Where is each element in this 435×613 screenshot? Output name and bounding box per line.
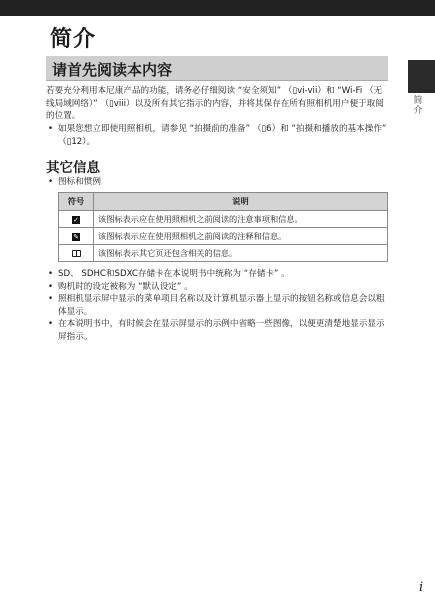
book-icon <box>72 250 81 257</box>
table-cell-icon <box>59 211 94 228</box>
intro-paragraph: 若要充分利用本尼康产品的功能，请务必仔细阅读 “安全须知” （▯vi-vii）和 “Wi-Fi （无线局域网络）” （▯viii）以及所有其它指示的内容，并将其保存在所有照相机用户便于取阅的位置。 <box>46 86 384 121</box>
table-header-row <box>59 193 388 211</box>
table-header-symbol: 符号 <box>59 193 94 211</box>
icon-table <box>58 192 388 262</box>
check-box-icon: ✓ <box>73 215 79 224</box>
table-row <box>59 211 388 228</box>
table-cell-icon <box>59 245 94 262</box>
top-bar <box>0 0 435 16</box>
table-header-description: 说明 <box>94 193 388 211</box>
icons-conventions-bullet: • 图标和惯例 <box>46 176 388 189</box>
table-row <box>59 245 388 262</box>
side-label: 简介 <box>413 96 423 116</box>
list-item: • 照相机显示屏中显示的菜单项目名称以及计算机显示器上显示的按钮名称或信息会以粗体显示。 <box>46 293 388 318</box>
quick-start-bullet: • 如果您想立即使用照相机，请参见 “拍摄前的准备” （▯6）和 “拍摄和播放的基本操作” （▯12）。 <box>46 123 388 148</box>
page-title: 简介 <box>50 27 97 52</box>
section-header-text: 请首先阅读本内容 <box>52 61 173 79</box>
table-cell-description: 该图标表示其它页还包含相关的信息。 <box>94 245 388 262</box>
table-cell-description: 该图标表示应在使用照相机之前阅读的注释和信息。 <box>94 228 388 245</box>
table-cell-icon <box>59 228 94 245</box>
table-row <box>59 228 388 245</box>
note-icon: ✎ <box>73 232 79 241</box>
other-info-title: 其它信息 <box>46 160 100 176</box>
section-header <box>46 56 388 81</box>
notes-list <box>46 268 388 343</box>
icons-conventions-list <box>46 176 388 189</box>
page-number: i <box>419 580 424 595</box>
list-item: • 在本说明书中，有时候会在显示屏显示的示例中省略一些图像，以便更清楚地显示显示屏指示。 <box>46 318 388 343</box>
table-cell-description: 该图标表示应在使用照相机之前阅读的注意事项和信息。 <box>94 211 388 228</box>
list-item: • 购机时的设定被称为 “默认设定” 。 <box>46 281 388 294</box>
side-tab <box>408 60 435 93</box>
list-item: • SD、 SDHC和SDXC存储卡在本说明书中统称为 “存储卡” 。 <box>46 268 388 281</box>
quick-start-list <box>46 123 388 148</box>
